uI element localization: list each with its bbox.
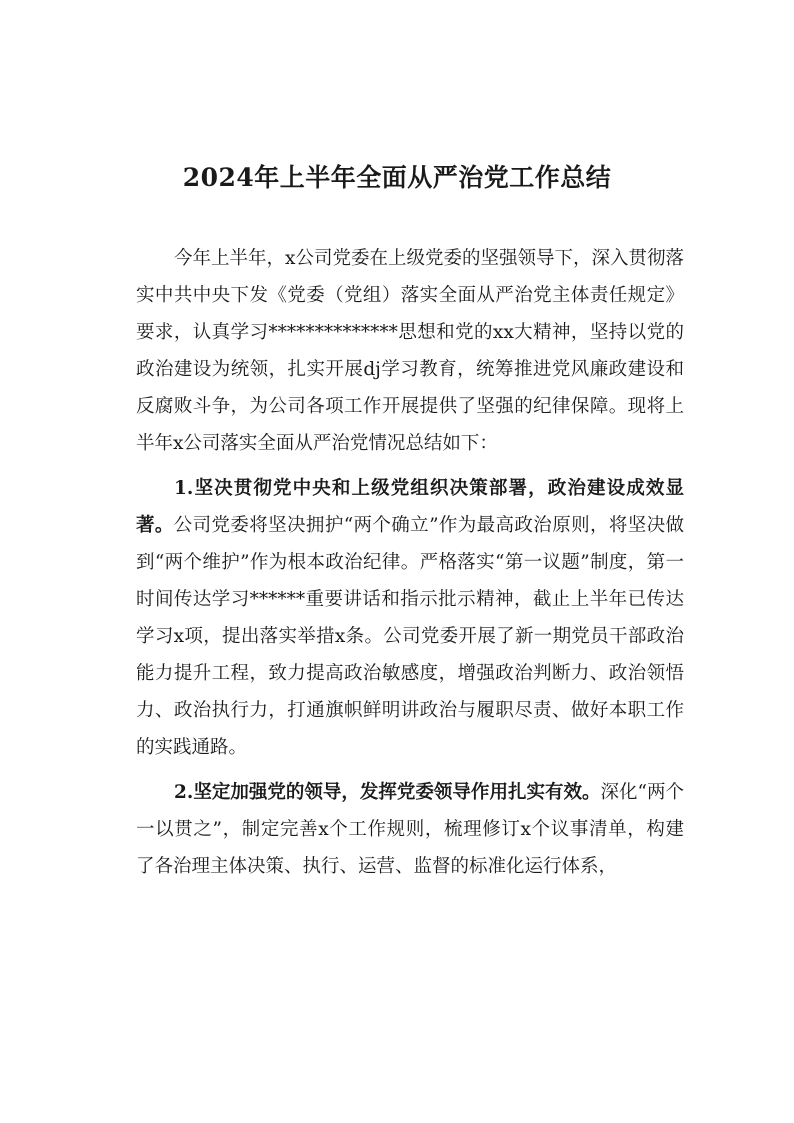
paragraph-intro-text: 今年上半年，x公司党委在上级党委的坚强领导下，深入贯彻落实中共中央下发《党委（党组）落实全面从严治党主体责任规定》要求，认真学习**************思想和党的xx大精神，坚持以党的政治建设为统领，扎实开展dj学习教育，统筹推进党风廉政建设和反腐败斗争，为公司各项工作开展提供了坚强的纪律保障。现将上半年x公司落实全面从严治党情况总结如下：: [136, 248, 684, 454]
document-body: [136, 240, 684, 885]
paragraph-1-text: 公司党委将坚决拥护“两个确立”作为最高政治原则，将坚决做到“两个维护”作为根本政治纪律。严格落实“第一议题”制度，第一时间传达学习******重要讲话和指示批示精神，截止上半年已传达学习x项，提出落实举措x条。公司党委开展了新一期党员干部政治能力提升工程，致力提高政治敏感度，增强政治判断力、政治领悟力、政治执行力，打通旗帜鲜明讲政治与履职尽责、做好本职工作的实践通路。: [136, 515, 684, 758]
paragraph-political-building: [136, 470, 684, 766]
paragraph-2-text: 深化“两个一以贯之”，制定完善x个工作规则，梳理修订x个议事清单，构建了各治理主体决策、执行、运营、监督的标准化运行体系，: [136, 782, 684, 877]
section-heading-1: 1.坚决贯彻党中央和上级党组织决策部署，政治建设成效显著。: [136, 478, 684, 536]
section-heading-2: 2.坚定加强党的领导，发挥党委领导作用扎实有效。: [174, 782, 601, 803]
paragraph-party-leadership: [136, 774, 684, 885]
document-title: 2024年上半年全面从严治党工作总结: [182, 163, 612, 192]
paragraph-intro: [136, 240, 684, 462]
